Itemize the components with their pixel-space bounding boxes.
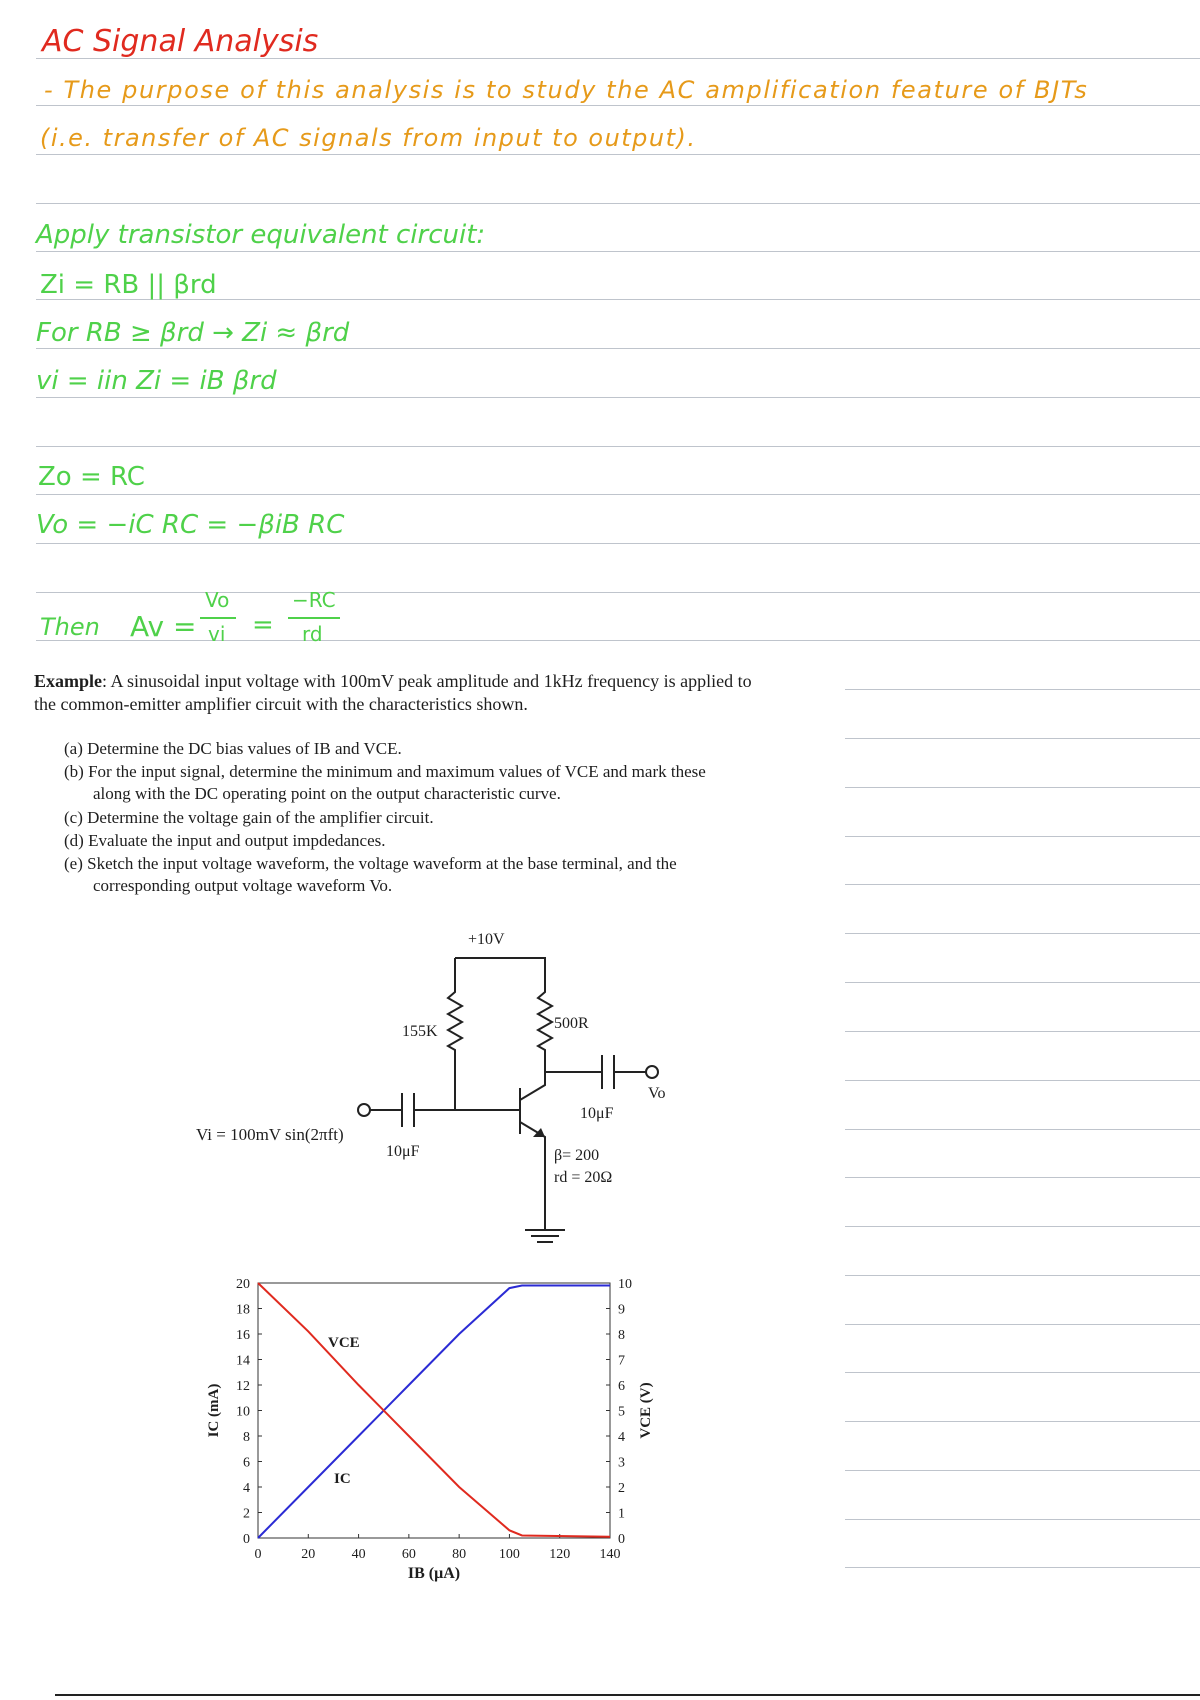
series-line-vce [258,1283,610,1537]
question-id: (d) [64,831,84,850]
x-tick-label: 120 [549,1547,571,1562]
notes-gain-den2: rd [302,622,323,646]
question-id: (a) [64,739,83,758]
notes-gain-eq: = [252,610,274,640]
supply-label: +10V [468,931,505,948]
example-line2: the common-emitter amplifier circuit with the characteristics shown. [34,694,528,714]
notes-eq-zi: Zi = RB || βrd [40,270,217,300]
y2-tick-label: 2 [618,1481,625,1496]
y2-tick-label: 3 [618,1455,625,1471]
y2-tick-label: 10 [618,1277,632,1292]
input-signal-label: Vi = 100mV sin(2πft) [196,1125,344,1144]
ic-series-label: IC [334,1471,351,1487]
notes-gain-lhs: Av = [130,610,197,643]
y-tick-label: 16 [236,1328,250,1343]
x-axis-label: IB (μA) [407,1565,461,1582]
notes-eq-zo: Zo = RC [38,462,145,492]
notes-then: Then [40,613,100,641]
x-tick-label: 20 [301,1547,316,1562]
y-tick-label: 8 [243,1430,250,1445]
output-label: Vo [648,1085,666,1102]
x-tick-label: 100 [498,1547,520,1562]
notes-purpose-line1: - The purpose of this analysis is to study the AC amplification feature of BJTs [44,76,1089,104]
question-text: Evaluate the input and output impdedances. [88,831,386,850]
x-tick-label: 60 [401,1547,416,1562]
question-text-cont: corresponding output voltage waveform Vo. [93,876,393,895]
question-text-cont: along with the DC operating point on the output characteristic curve. [93,784,561,803]
x-tick-label: 0 [254,1547,262,1562]
notes-apply: Apply transistor equivalent circuit: [36,220,486,250]
y-tick-label: 10 [236,1404,250,1420]
question-text: Sketch the input voltage waveform, the voltage waveform at the base terminal, and the [87,854,677,873]
question-id: (c) [64,808,83,827]
x-tick-label: 40 [351,1547,366,1562]
y-tick-label: 6 [243,1455,250,1471]
rb-label: 155K [402,1023,438,1040]
y-tick-label: 18 [236,1302,250,1318]
example-label: Example [34,671,103,691]
y2-tick-label: 5 [618,1404,625,1420]
y2-tick-label: 7 [618,1353,625,1369]
question-text: For the input signal, determine the minimum and maximum values of VCE and mark these [88,762,706,781]
notes-eq-condition: For RB ≥ βrd → Zi ≈ βrd [36,318,350,348]
x-tick-label: 140 [599,1547,621,1562]
question-text: Determine the DC bias values of IB and VCE. [87,739,402,758]
notes-gain-num1: Vo [205,588,230,612]
notes-gain-num2: −RC [292,588,336,612]
notes-eq-vi: vi = iin Zi = iB βrd [36,366,277,396]
y-tick-label: 0 [243,1532,250,1547]
y2-tick-label: 8 [618,1328,625,1343]
y-axis-label: IC (mA) [206,1383,222,1438]
series-line-ic [258,1286,610,1538]
question-id: (e) [64,854,83,873]
y2-tick-label: 9 [618,1302,625,1318]
y-tick-label: 2 [243,1506,250,1522]
rd-label: rd = 20Ω [554,1169,613,1186]
y-tick-label: 4 [243,1481,250,1496]
beta-label: β= 200 [554,1147,600,1164]
chart-frame [258,1283,610,1538]
notes-eq-vo: Vo = −iC RC = −βiB RC [36,510,345,540]
question-id: (b) [64,762,84,781]
x-tick-label: 80 [452,1547,467,1562]
vce-series-label: VCE [328,1335,360,1351]
rc-label: 500R [554,1015,589,1032]
y-tick-label: 14 [236,1353,250,1369]
input-cap-label: 10μF [386,1143,420,1160]
y-tick-label: 20 [236,1277,250,1292]
notes-purpose-line2: (i.e. transfer of AC signals from input to output). [40,124,697,152]
y2-tick-label: 4 [618,1430,625,1445]
notes-gain-den1: vi [208,622,226,646]
example-text1: : A sinusoidal input voltage with 100mV peak amplitude and 1kHz frequency is applied to [102,671,752,691]
y2-axis-label: VCE (V) [638,1382,654,1439]
y2-tick-label: 6 [618,1379,625,1394]
y-tick-label: 12 [236,1379,250,1394]
output-cap-label: 10μF [580,1105,614,1122]
notes-title: AC Signal Analysis [42,24,319,59]
question-text: Determine the voltage gain of the amplifier circuit. [87,808,434,827]
y2-tick-label: 1 [618,1506,625,1522]
y2-tick-label: 0 [618,1532,625,1547]
